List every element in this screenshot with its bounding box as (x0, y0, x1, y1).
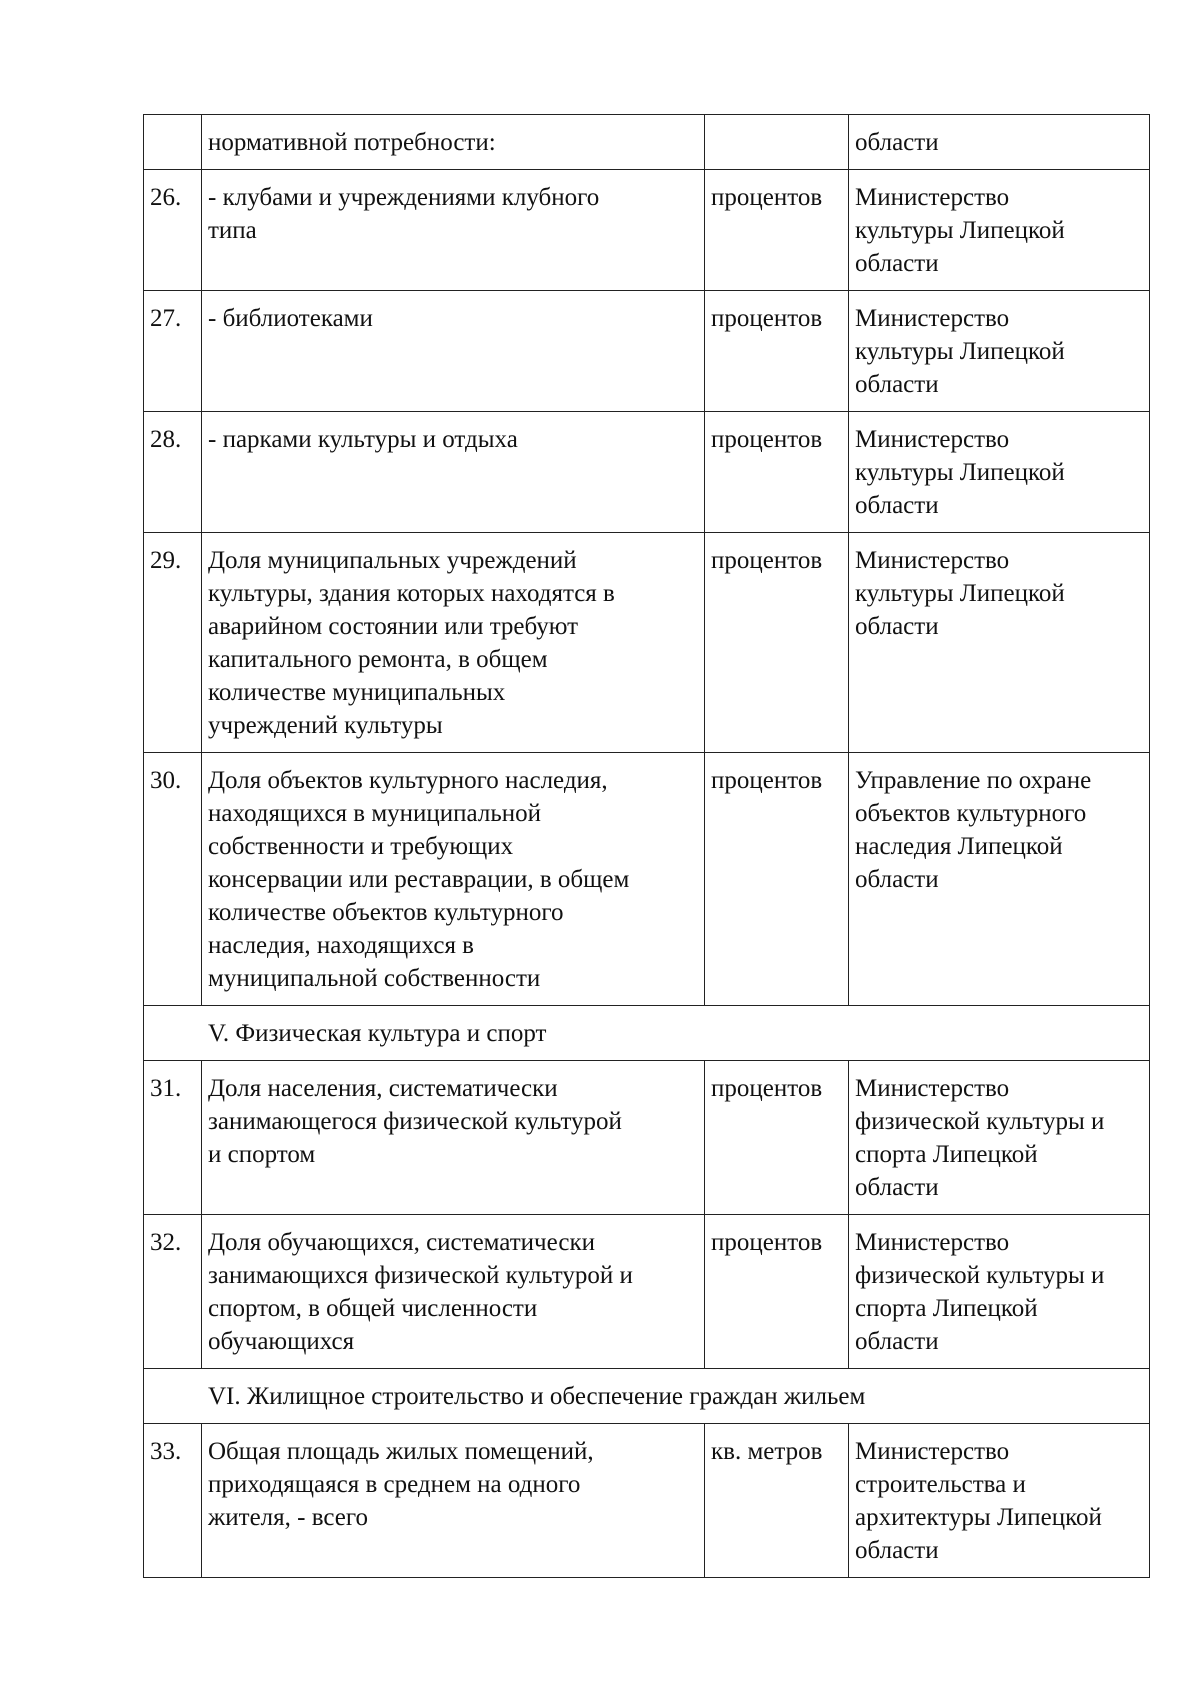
table-row (144, 1424, 1150, 1578)
unit-cell: процентов (705, 753, 849, 1006)
indicators-table-body (144, 115, 1150, 1578)
unit-cell: кв. метров (705, 1424, 849, 1578)
indicator-name-cell: - парками культуры и отдыха (202, 412, 705, 533)
responsible-cell: Министерство культуры Липецкой области (849, 291, 1150, 412)
responsible-cell: Министерство строительства и архитектуры Липецкой области (849, 1424, 1150, 1578)
row-number-cell: 29. (144, 533, 202, 753)
responsible-cell: Министерство физической культуры и спорта Липецкой области (849, 1061, 1150, 1215)
table-row (144, 412, 1150, 533)
indicator-name-cell: Доля населения, систематически занимающегося физической культурой и спортом (202, 1061, 705, 1215)
indicator-name-cell: нормативной потребности: (202, 115, 705, 170)
indicator-name-cell: - клубами и учреждениями клубного типа (202, 170, 705, 291)
row-number-cell: 32. (144, 1215, 202, 1369)
unit-cell: процентов (705, 170, 849, 291)
row-number-cell: 26. (144, 170, 202, 291)
responsible-cell: Министерство культуры Липецкой области (849, 412, 1150, 533)
table-row (144, 1061, 1150, 1215)
indicator-name-cell: Доля муниципальных учреждений культуры, здания которых находятся в аварийном состоянии или требуют капитального ремонта, в общем количестве муниципальных учреждений культуры (202, 533, 705, 753)
responsible-cell: Министерство физической культуры и спорта Липецкой области (849, 1215, 1150, 1369)
indicator-name-cell: - библиотеками (202, 291, 705, 412)
unit-cell: процентов (705, 533, 849, 753)
responsible-cell: Министерство культуры Липецкой области (849, 533, 1150, 753)
unit-cell: процентов (705, 412, 849, 533)
responsible-cell: Министерство культуры Липецкой области (849, 170, 1150, 291)
indicator-name-cell: Доля обучающихся, систематически занимающихся физической культурой и спортом, в общей численности обучающихся (202, 1215, 705, 1369)
row-number-cell: 30. (144, 753, 202, 1006)
unit-cell: процентов (705, 1215, 849, 1369)
table-row (144, 291, 1150, 412)
row-number-cell: 31. (144, 1061, 202, 1215)
table-row (144, 753, 1150, 1006)
row-number-cell: 27. (144, 291, 202, 412)
table-row (144, 115, 1150, 170)
unit-cell: процентов (705, 291, 849, 412)
responsible-cell: Управление по охране объектов культурного наследия Липецкой области (849, 753, 1150, 1006)
table-row (144, 533, 1150, 753)
section-title: VI. Жилищное строительство и обеспечение граждан жильем (144, 1369, 1150, 1424)
section-header-row (144, 1006, 1150, 1061)
unit-cell (705, 115, 849, 170)
table-row (144, 1215, 1150, 1369)
indicator-name-cell: Общая площадь жилых помещений, приходящаяся в среднем на одного жителя, - всего (202, 1424, 705, 1578)
indicators-table (143, 114, 1150, 1578)
unit-cell: процентов (705, 1061, 849, 1215)
row-number-cell: 33. (144, 1424, 202, 1578)
indicator-name-cell: Доля объектов культурного наследия, находящихся в муниципальной собственности и требующих консервации или реставрации, в общем количестве объектов культурного наследия, находящихся в муниципальной собственности (202, 753, 705, 1006)
row-number-cell (144, 115, 202, 170)
section-header-row (144, 1369, 1150, 1424)
responsible-cell: области (849, 115, 1150, 170)
table-row (144, 170, 1150, 291)
section-title: V. Физическая культура и спорт (144, 1006, 1150, 1061)
row-number-cell: 28. (144, 412, 202, 533)
